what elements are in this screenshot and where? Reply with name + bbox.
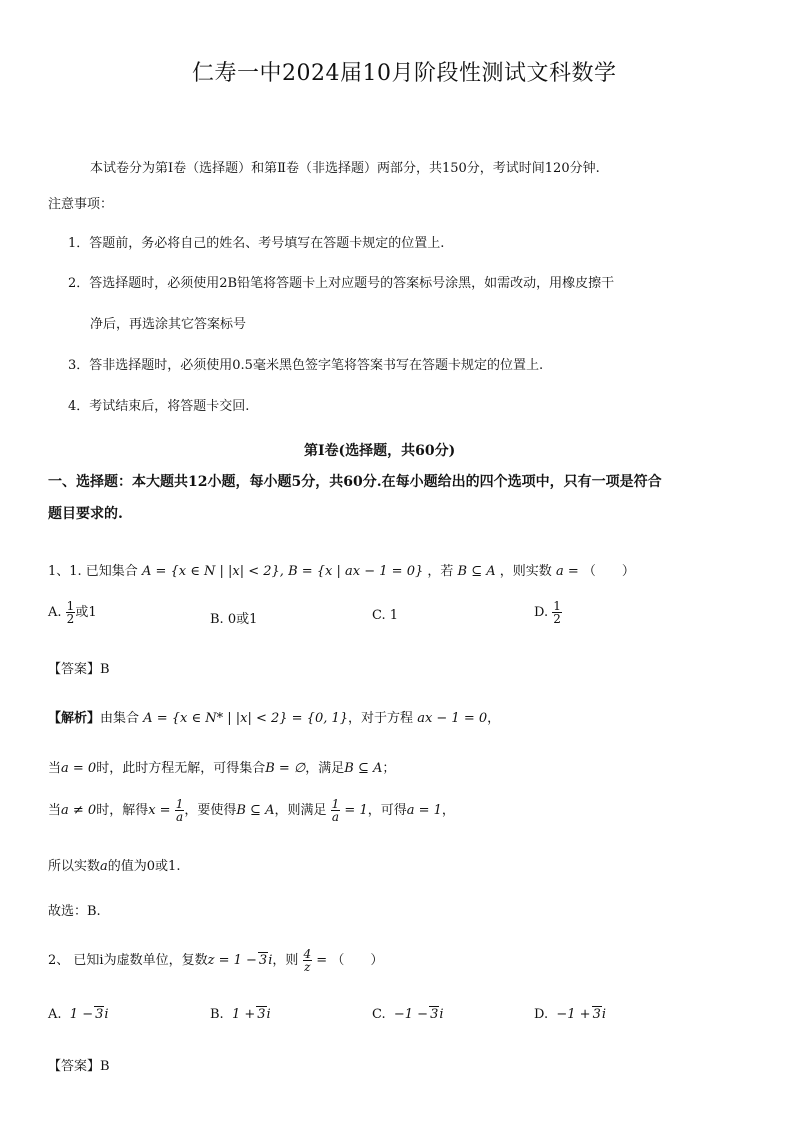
analysis-text: ，则满足 (274, 803, 327, 818)
notice-item: 2．答选择题时，必须使用2B铅笔将答题卡上对应题号的答案标号涂黑，如需改动，用橡皮擦干 (68, 276, 615, 291)
analysis-text: 当 (48, 803, 62, 818)
part1-heading: 第Ⅰ卷(选择题，共60分) (304, 443, 456, 459)
analysis-text: 所以实数 (48, 859, 101, 874)
fraction (552, 600, 562, 625)
math-expression: i (268, 953, 273, 968)
math-expression: a = 0 (61, 761, 97, 776)
math-expression: a = 1 (406, 803, 442, 818)
numerator: 1 (66, 599, 75, 613)
radical: 3 (592, 1007, 601, 1022)
math-expression: A = {x ∈ N* | |x| < 2} = {0, 1} (143, 711, 349, 726)
analysis-text: ， (441, 803, 455, 818)
option-b: B. 0或1 (210, 612, 258, 627)
stem-text: ，若 (427, 564, 454, 579)
analysis-text: 的值为0或1. (107, 859, 181, 874)
option-label: B. (210, 1007, 224, 1022)
option-a (48, 600, 97, 625)
notice-item: 净后，再选涂其它答案标号 (90, 317, 247, 332)
fraction (303, 948, 313, 973)
math-expression: 1 + (231, 1007, 256, 1022)
radical: 3 (95, 1007, 104, 1022)
question-1-stem (48, 560, 635, 579)
denominator: a (331, 810, 340, 824)
notice-heading: 注意事项： (48, 197, 114, 212)
section1-instructions-cont: 题目要求的. (48, 506, 123, 522)
numerator: 1 (553, 599, 561, 613)
option-label: A. (48, 1007, 62, 1022)
analysis-line (48, 707, 500, 726)
option-label: D. (534, 1007, 549, 1022)
numerator: 4 (303, 947, 312, 961)
stem-text: 已知i为虚数单位，复数 (73, 953, 208, 968)
analysis-text: 当 (48, 761, 62, 776)
math-expression: i (601, 1007, 607, 1022)
option-label: C. (372, 1007, 386, 1022)
math-expression: = 1 (344, 803, 368, 818)
answer-label: 【答案】B (48, 1059, 110, 1074)
analysis-text: ，要使得 (184, 803, 237, 818)
question-2-stem (48, 948, 383, 973)
notice-item: 3．答非选择题时，必须使用0.5毫米黑色签字笔将答案书写在答题卡规定的位置上. (68, 358, 544, 373)
option-c: C. 1 (372, 608, 399, 623)
notice-item: 1．答题前，务必将自己的姓名、考号填写在答题卡规定的位置上. (68, 236, 445, 251)
option-d (534, 600, 562, 625)
math-expression: B = ∅ (265, 761, 306, 776)
math-expression: −1 + (556, 1007, 591, 1022)
question-number: 2、 (48, 953, 70, 968)
stem-text: = （ ） (567, 564, 635, 579)
math-expression: z = 1 − (207, 953, 257, 968)
fraction (331, 798, 341, 823)
radical: 3 (430, 1007, 439, 1022)
fraction (66, 600, 76, 625)
denominator: 2 (553, 612, 561, 626)
option-label: D. (534, 605, 549, 620)
fraction (175, 798, 185, 823)
math-expression: a (100, 859, 108, 874)
math-expression: 1 − (69, 1007, 94, 1022)
analysis-text: ； (382, 761, 396, 776)
analysis-text: ，可得 (367, 803, 407, 818)
intro-text: 本试卷分为第Ⅰ卷（选择题）和第Ⅱ卷（非选择题）两部分，共150分，考试时间120分钟. (90, 161, 600, 176)
analysis-label: 【解析】 (48, 711, 101, 726)
question-number: 1、1. 已知集合 (48, 564, 138, 579)
variable: a (555, 564, 564, 579)
denominator: 2 (66, 612, 75, 626)
analysis-text: 时，此时方程无解，可得集合 (96, 761, 266, 776)
analysis-line (48, 855, 180, 874)
option-d (534, 1006, 606, 1022)
analysis-text: ，满足 (305, 761, 345, 776)
radical: 3 (257, 1007, 266, 1022)
option-b (210, 1006, 271, 1022)
option-label: A. (48, 605, 62, 620)
answer-label: 【答案】B (48, 662, 110, 677)
option-text: 或1 (75, 605, 97, 620)
numerator: 1 (331, 797, 340, 811)
stem-text: ，则 (272, 953, 299, 968)
math-expression: −1 − (393, 1007, 429, 1022)
analysis-text: 时，解得 (96, 803, 149, 818)
math-expression: i (266, 1007, 271, 1022)
math-expression: i (104, 1007, 109, 1022)
option-a (48, 1006, 109, 1022)
analysis-line (48, 798, 455, 823)
notice-item: 4．考试结束后，将答题卡交回. (68, 399, 250, 414)
stem-text: = （ ） (316, 953, 384, 968)
subset-condition: B ⊆ A (457, 564, 496, 579)
denominator: a (175, 810, 184, 824)
math-expression: ax − 1 = 0 (417, 711, 488, 726)
math-expression: B ⊆ A (344, 761, 383, 776)
stem-text: ，则实数 (499, 564, 552, 579)
choice-line: 故选：B. (48, 904, 101, 919)
math-expression: B ⊆ A (236, 803, 275, 818)
radical: 3 (258, 953, 268, 968)
numerator: 1 (175, 797, 184, 811)
analysis-line (48, 757, 395, 776)
math-expression: i (439, 1007, 444, 1022)
section1-instructions: 一、选择题：本大题共12小题，每小题5分，共60分.在每小题给出的四个选项中，只有一项是符合 (48, 474, 662, 490)
analysis-text: ， (487, 711, 501, 726)
set-definition: A = {x ∈ N | |x| < 2}, B = {x | ax − 1 = 0} (141, 564, 424, 579)
denominator: z (304, 960, 311, 974)
analysis-text: ，对于方程 (348, 711, 414, 726)
page-title: 仁寿一中2024届10月阶段性测试文科数学 (192, 61, 617, 86)
analysis-text: 由集合 (100, 711, 140, 726)
option-c (372, 1006, 444, 1022)
math-expression: x = (148, 803, 171, 818)
math-expression: a ≠ 0 (61, 803, 97, 818)
